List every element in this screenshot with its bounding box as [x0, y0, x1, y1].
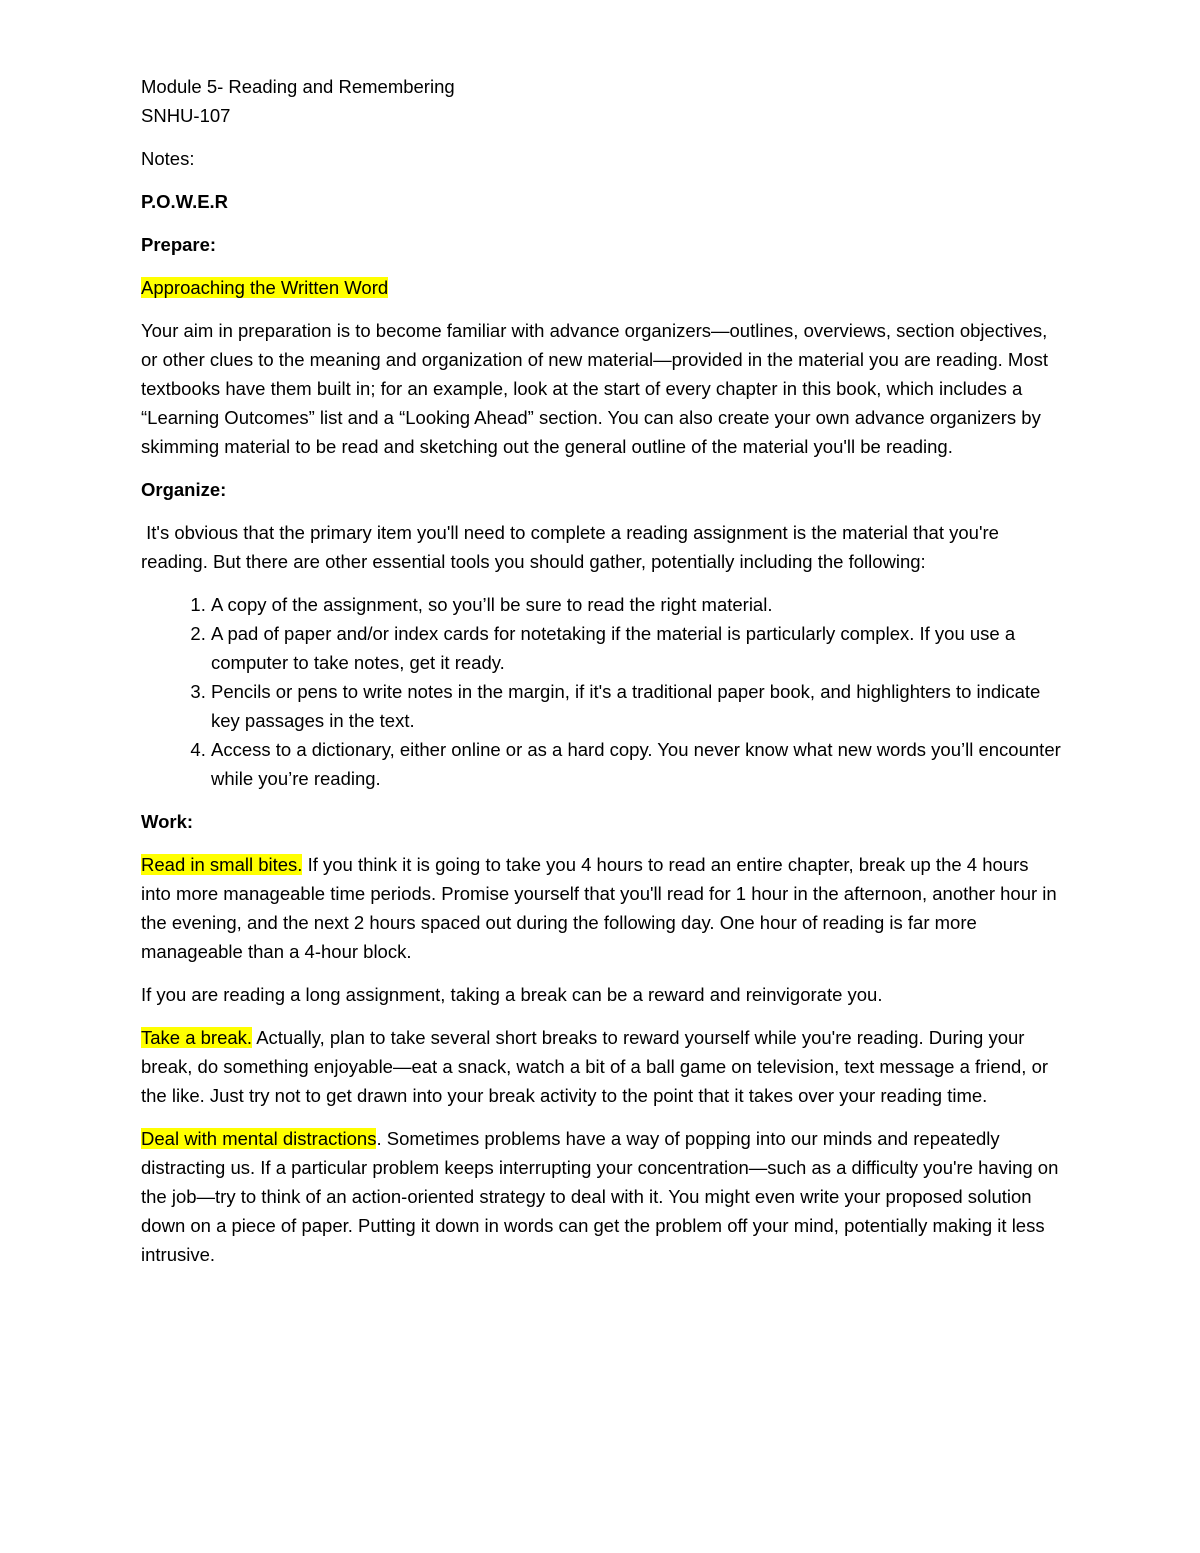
prepare-subheading-line — [141, 273, 1061, 302]
read-small-bites-highlight: Read in small bites. — [141, 854, 303, 875]
list-item: 3. Pencils or pens to write notes in the margin, if it's a traditional paper book, and highlighters to indicate key passages in the text. — [211, 677, 1061, 735]
mental-distractions-text: . Sometimes problems have a way of popping into our minds and repeatedly distracting us. If a particular problem keeps interrupting your concentration—such as a difficulty you're having on the job—try to think of an action-oriented strategy to deal with it. You might even write your proposed solution down on a piece of paper. Putting it down in words can get the problem off your mind, potentially making it less intrusive. — [141, 1128, 1059, 1265]
take-break-paragraph — [141, 1023, 1061, 1110]
organize-intro: It's obvious that the primary item you'll need to complete a reading assignment is the material that you're reading. But there are other essential tools you should gather, potentially including the following: — [141, 522, 1005, 572]
prepare-heading: Prepare: — [141, 234, 217, 255]
course-code: SNHU-107 — [141, 105, 231, 126]
mental-distractions-paragraph — [141, 1124, 1061, 1269]
take-break-text: Actually, plan to take several short breaks to reward yourself while you're reading. During your break, do something enjoyable—eat a snack, watch a bit of a ball game on television, text message a friend, or the like. Just try not to get drawn into your break activity to the point that it takes over your reading time. — [141, 1027, 1049, 1106]
prepare-subheading: Approaching the Written Word — [141, 277, 389, 298]
mental-distractions-highlight: Deal with mental distractions — [141, 1128, 377, 1149]
notes-label: Notes: — [141, 148, 195, 169]
prepare-paragraph: Your aim in preparation is to become familiar with advance organizers—outlines, overviews, section objectives, or other clues to the meaning and organization of new material—provided in the material you are reading. Most textbooks have them built in; for an example, look at the start of every chapter in this book, which includes a “Learning Outcomes” list and a “Looking Ahead” section. You can also create your own advance organizers by skimming material to be read and sketching out the general outline of the material you'll be reading. — [141, 320, 1049, 457]
power-label: P.O.W.E.R — [141, 191, 229, 212]
list-item: 1. A copy of the assignment, so you’ll be sure to read the right material. — [211, 590, 1061, 619]
take-break-highlight: Take a break. — [141, 1027, 253, 1048]
organize-heading: Organize: — [141, 479, 227, 500]
document-page — [141, 72, 1061, 1283]
list-item: 2. A pad of paper and/or index cards for notetaking if the material is particularly complex. If you use a computer to take notes, get it ready. — [211, 619, 1061, 677]
list-item: 4. Access to a dictionary, either online or as a hard copy. You never know what new words you’ll encounter while you’re reading. — [211, 735, 1061, 793]
organize-list — [141, 590, 1061, 793]
read-small-bites-text: If you think it is going to take you 4 hours to read an entire chapter, break up the 4 hours into more manageable time periods. Promise yourself that you'll read for 1 hour in the afternoon, another hour in the evening, and the next 2 hours spaced out during the following day. One hour of reading is far more manageable than a 4-hour block. — [141, 854, 1057, 962]
work-heading: Work: — [141, 811, 194, 832]
read-small-bites-paragraph — [141, 850, 1061, 966]
document-title: Module 5- Reading and Remembering — [141, 76, 455, 97]
long-assignment-paragraph: If you are reading a long assignment, taking a break can be a reward and reinvigorate you. — [141, 984, 883, 1005]
